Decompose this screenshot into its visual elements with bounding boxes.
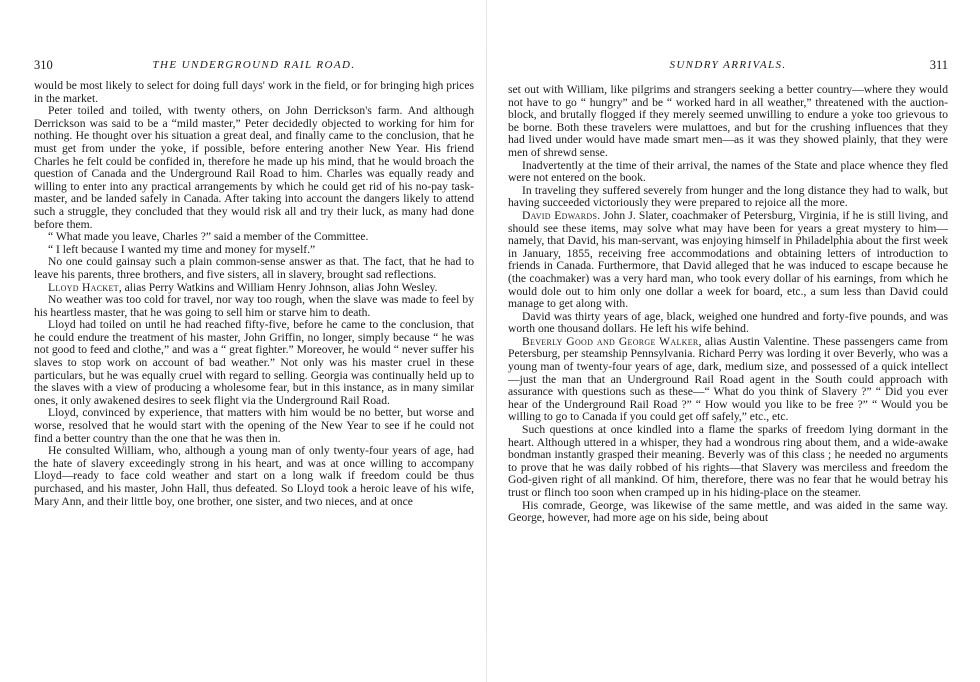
- running-head: THE UNDERGROUND RAIL ROAD.: [152, 59, 356, 71]
- paragraph: set out with William, like pilgrims and strangers seeking a better country—where they would not have to go “ hungry” and be “ worked hard in all weather,” threatened with the auction-block, and brutally flogged if they merely seemed unwilling to endure a yoke too grievous to be borne. Both these travelers were mulattoes, and but for the crushing influences that they had lived under would have made smart men—as it was they showed plainly, that they were men of shrewd sense.: [508, 83, 948, 159]
- running-head: SUNDRY ARRIVALS.: [669, 59, 787, 71]
- paragraph: Lloyd had toiled on until he had reached fifty-five, before he came to the conclusion, that he could endure the treatment of his master, John Griffin, no longer, simply because “ he was not good to feed and clothe,” and was a “ great fighter.” Moreover, he would “ never suffer his slaves to stop work on account of bad weather.” Not only was his master cruel in these particulars, but he was equally cruel with regard to selling. Georgia was continually held up to the slaves with a view of producing a wholesome fear, but in this instance, as in many similar ones, it only awakened desires to seek flight via the Underground Rail Road.: [34, 318, 474, 407]
- page-number: 310: [34, 58, 53, 72]
- left-page: [34, 0, 474, 682]
- book-gutter: [486, 0, 487, 682]
- paragraph: He consulted William, who, although a young man of only twenty-four years of age, had the hate of slavery exceedingly strong in his heart, and was at once willing to accompany Lloyd—ready to face cold weather and start on a long walk if freedom could be thus purchased, and his master, John Hall, thus defeated. So Lloyd took a heroic leave of his wife, Mary Ann, and their little boy, one brother, one sister, and two nieces, and at once: [34, 444, 474, 508]
- paragraph: His comrade, George, was likewise of the same mettle, and was aided in the same way. George, however, had more age on his side, being about: [508, 498, 948, 525]
- paragraph: Lloyd Hacket, alias Perry Watkins and William Henry Johnson, alias John Wesley.: [48, 280, 438, 294]
- right-page-header: [508, 50, 948, 86]
- paragraph: David Edwards. John J. Slater, coachmaker of Petersburg, Virginia, if he is still living, and should see these items, may solve what may have been for years a great mystery to him—namely, that David, his man-servant, was enjoying himself in Philadelphia about the first week in January, 1855, receiving free accommodations and obtaining letters of introduction to friends in Canada. Furthermore, that David alleged that he was induced to escape because he (the coachmaker) was a very hard man, who took every dollar of his earnings, from which he would dole out to him only one dollar a week for board, etc., a sum less than David could manage to get along with.: [508, 208, 949, 311]
- paragraph: “ I left because I wanted my time and money for myself.”: [48, 242, 316, 256]
- page-number: 311: [929, 58, 948, 72]
- left-page-body: [34, 80, 474, 508]
- paragraph: Lloyd, convinced by experience, that matters with him would be no better, but worse and worse, resolved that he would start with the opening of the New Year to see if he could not find a better country than the one that he was then in.: [34, 406, 474, 445]
- paragraph: No weather was too cold for travel, nor way too rough, when the slave was made to feel by his heartless master, that he was going to sell him or starve him to death.: [34, 293, 474, 319]
- paragraph: Inadvertently at the time of their arrival, the names of the State and place whence they fled were not entered on the book.: [508, 158, 948, 185]
- paragraph: would be most likely to select for doing full days' work in the field, or for bringing high prices in the market.: [34, 79, 474, 105]
- paragraph: David was thirty years of age, black, weighed one hundred and forty-five pounds, and was worth one thousand dollars. He left his wife behind.: [508, 309, 948, 336]
- paragraph: Beverly Good and George Walker, alias Austin Valentine. These passengers came from Petersburg, per steamship Pennsylvania. Richard Perry was lording it over Beverly, who was a young man of twenty-four years of age, dark, medium size, and possessed of a quick intellect—just the man that an Underground Rail Road agent in the South could approach with assurance with questions such as these—“ What do you think of Slavery ?” “ Did you ever hear of the Underground Rail Road ?” “ How would you like to be free ?” “ Would you be willing to go to Canada if you could get off safely,” etc., etc.: [508, 334, 948, 424]
- paragraph: No one could gainsay such a plain common-sense answer as that. The fact, that he had to leave his parents, three brothers, and five sisters, all in slavery, brought sad reflections.: [34, 255, 474, 281]
- paragraph: “ What made you leave, Charles ?” said a member of the Committee.: [48, 230, 369, 244]
- right-page-body: [508, 84, 948, 525]
- fugitive-name: Lloyd Hacket: [48, 280, 119, 294]
- paragraph: Peter toiled and toiled, with twenty others, on John Derrickson's farm. And although Derrickson was said to be a “mild master,” Peter decidedly objected to working for him for nothing. He thought over his situation a great deal, and finally came to the conclusion, that he must get from under the yoke, if possible, before entering another New Year. His friend Charles he felt could be confided in, therefore he made up his mind, that he would broach the question of Canada and the Underground Rail Road to him. Charles was equally ready and willing to enter into any practical arrangements by which he could get rid of his no-pay task-master, and be landed safely in Canada. After taking into account the dangers likely to attend such a struggle, they concluded that they would risk all and try their luck, as many had done before them.: [34, 104, 474, 231]
- fugitive-name: David Edwards: [522, 208, 598, 222]
- left-page-header: [34, 50, 474, 86]
- fugitive-name: Beverly Good and George Walker: [522, 334, 699, 348]
- paragraph: In traveling they suffered severely from hunger and the long distance they had to walk, but having succeeded victoriously they were prepared to rejoice all the more.: [508, 183, 948, 210]
- paragraph: Such questions at once kindled into a flame the sparks of freedom lying dormant in the heart. Although uttered in a whisper, they had a wondrous ring about them, and a wide-awake bondman instantly grasped their meaning. Beverly was of this class ; he needed no arguments to prove that he was daily robbed of his rights—that Slavery was merciless and freedom the God-given right of all mankind. Of him, therefore, there was no fear that he would betray his trust or flinch too soon when cramped up in his hiding-place on the steamer.: [508, 423, 948, 499]
- right-page: [508, 0, 948, 682]
